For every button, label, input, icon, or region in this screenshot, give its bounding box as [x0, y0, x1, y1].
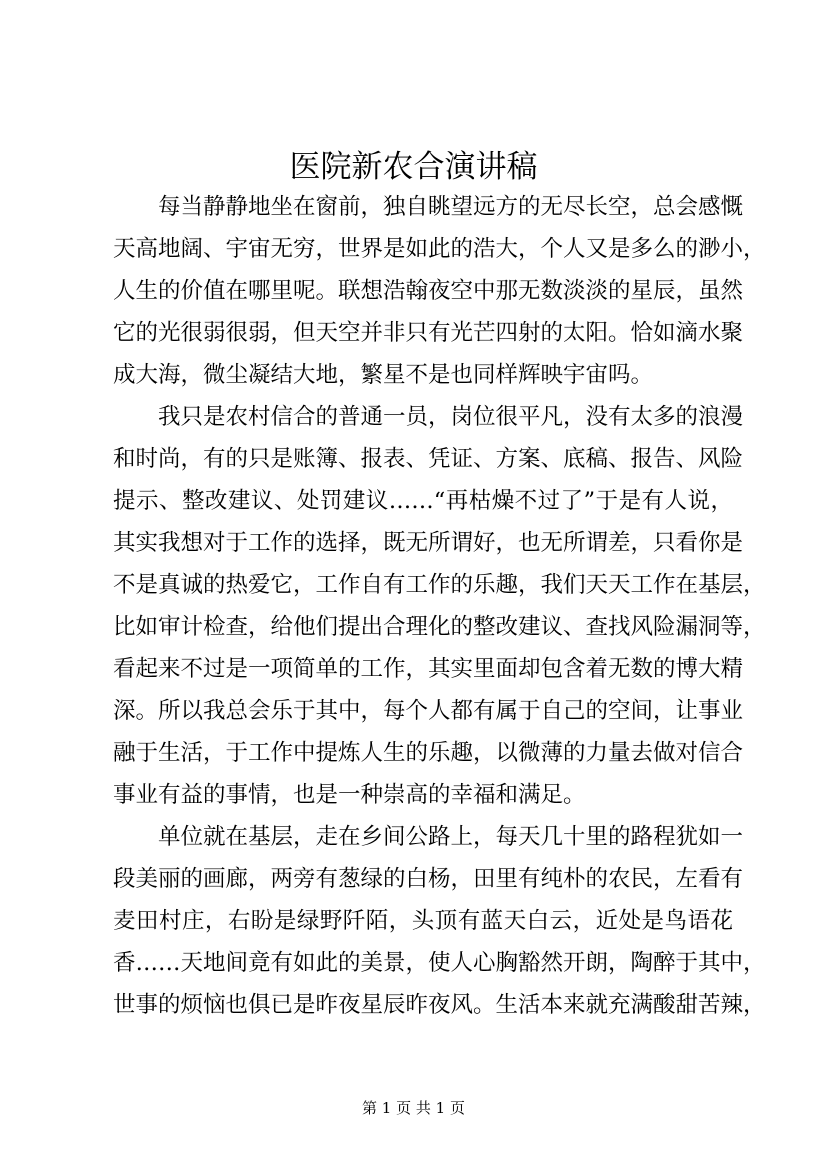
text-line: 比如审计检查，给他们提出合理化的整改建议、查找风险漏洞等，	[113, 614, 766, 640]
text-line: 看起来不过是一项简单的工作，其实里面却包含着无数的博大精	[113, 656, 744, 682]
text-line: 我只是农村信合的普通一员，岗位很平凡，没有太多的浪漫	[158, 404, 744, 430]
text-line: 麦田村庄，右盼是绿野阡陌，头顶有蓝天白云，近处是鸟语花	[113, 908, 733, 934]
text-line: 深。所以我总会乐于其中，每个人都有属于自己的空间，让事业	[113, 698, 744, 724]
text-line: 融于生活，于工作中提炼人生的乐趣，以微薄的力量去做对信合	[113, 740, 744, 766]
text-line: 不是真诚的热爱它，工作自有工作的乐趣，我们天天工作在基层，	[113, 572, 766, 598]
text-line: 它的光很弱很弱，但天空并非只有光芒四射的太阳。恰如滴水聚	[113, 320, 744, 346]
text-line: 单位就在基层，走在乡间公路上，每天几十里的路程犹如一	[158, 824, 744, 850]
text-line: 和时尚，有的只是账簿、报表、凭证、方案、底稿、报告、风险	[113, 446, 744, 472]
text-line: 提示、整改建议、处罚建议……“再枯燥不过了”于是有人说，	[113, 488, 733, 514]
text-line: 世事的烦恼也俱已是昨夜星辰昨夜风。生活本来就充满酸甜苦辣，	[113, 992, 766, 1018]
text-line: 人生的价值在哪里呢。联想浩翰夜空中那无数淡淡的星辰，虽然	[113, 278, 744, 304]
text-line: 香……天地间竟有如此的美景，使人心胸豁然开朗，陶醉于其中，	[113, 950, 766, 976]
text-line: 其实我想对于工作的选择，既无所谓好，也无所谓差，只看你是	[113, 530, 744, 556]
text-line: 天高地阔、宇宙无穷，世界是如此的浩大，个人又是多么的渺小，	[113, 236, 766, 262]
text-line: 段美丽的画廊，两旁有葱绿的白杨，田里有纯朴的农民，左看有	[113, 866, 744, 892]
text-line: 成大海，微尘凝结大地，繁星不是也同样辉映宇宙吗。	[113, 362, 654, 388]
text-line: 事业有益的事情，也是一种崇高的幸福和满足。	[113, 782, 586, 808]
page-number-footer: 第 1 页 共 1 页	[362, 1099, 465, 1117]
document-body	[113, 186, 766, 1026]
document-title: 医院新农合演讲稿	[289, 149, 538, 185]
text-line: 每当静静地坐在窗前，独自眺望远方的无尽长空，总会感慨	[158, 194, 744, 220]
